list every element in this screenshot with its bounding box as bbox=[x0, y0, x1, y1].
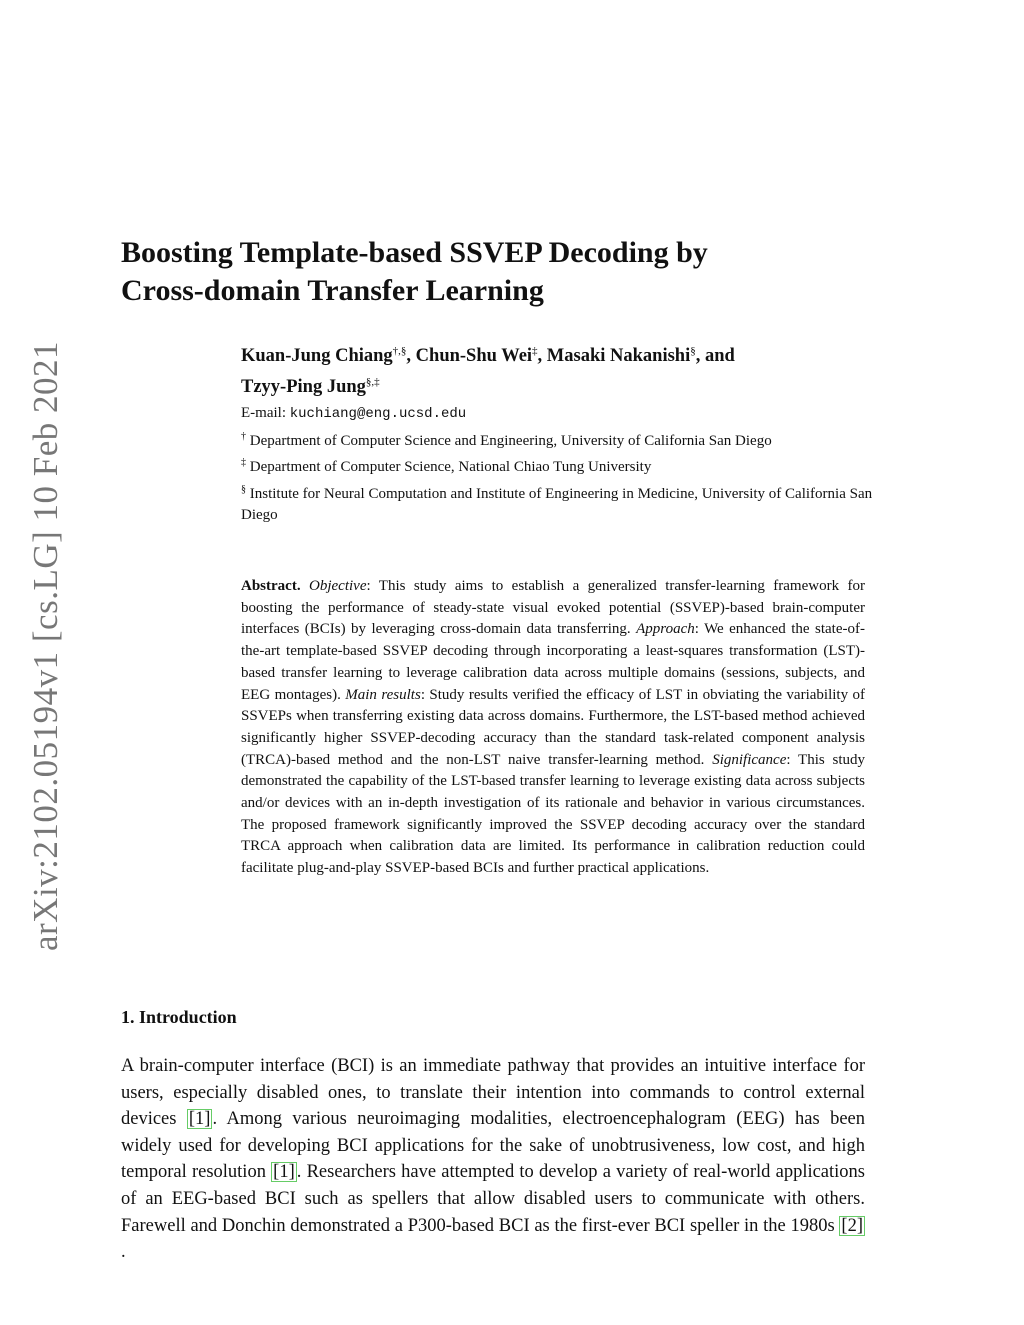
author-name: Tzyy-Ping Jung bbox=[241, 377, 366, 398]
author-name: Chun-Shu Wei bbox=[415, 346, 533, 367]
affiliation-mark: †,§ bbox=[392, 345, 407, 357]
arxiv-sidebar-stamp bbox=[18, 340, 74, 952]
objective-text: : This study aims to establish a generalized transfer-learning framework for boosting the performance of steady-state visual evoked potential (SSVEP)-based brain-computer interfaces (BCIs) by leveraging cross-domain data transferring. bbox=[241, 578, 866, 638]
significance-text: : This study demonstrated the capability of the LST-based transfer learning to leverage existing data across subjects and/or devices with an in-depth investigation of its rationale and behavior in various circumstances. The proposed framework significantly improved the SSVEP decoding accuracy over the standard TRCA approach when calibration data are limited. Its performance in calibration reduction could facilitate plug-and-play SSVEP-based BCIs and further practical applications. bbox=[241, 751, 866, 877]
email-link[interactable]: kuchiang@eng.ucsd.edu bbox=[289, 406, 467, 422]
citation-link[interactable]: [2] bbox=[841, 1215, 863, 1236]
abstract bbox=[241, 576, 865, 880]
section-mark: § bbox=[241, 483, 246, 495]
dagger-mark: † bbox=[241, 430, 246, 442]
approach-text: : We enhanced the state-of-the-art template-based SSVEP decoding through incorporating a least-squares transformation (LST)-based transfer learning to leverage calibration data across multiple domains (sessions, subjects, and EEG montages). bbox=[241, 621, 865, 703]
abstract-label: Abstract. bbox=[241, 578, 301, 594]
intro-text: . bbox=[121, 1242, 126, 1263]
introduction-paragraph bbox=[121, 1053, 865, 1266]
email-line bbox=[241, 403, 881, 426]
author-name: Masaki Nakanishi bbox=[546, 346, 691, 367]
author-line-2 bbox=[241, 369, 881, 400]
objective-label: Objective bbox=[309, 578, 367, 594]
ddagger-mark: ‡ bbox=[241, 457, 246, 468]
intro-text: . Researchers have attempted to develop a variety of real-world applications of an EEG-based BCI such as spellers that allow disabled users to communicate with others. Farewell and Donchin demonstrated a P300-based BCI as the first-ever BCI speller in the 1980s bbox=[121, 1162, 865, 1236]
affiliation-dagger bbox=[241, 426, 881, 453]
email-label: E-mail: bbox=[241, 405, 286, 421]
affiliation-section bbox=[241, 479, 881, 527]
affiliations-block bbox=[241, 403, 881, 527]
author-conjunction: , and bbox=[695, 346, 735, 367]
affiliation-mark: §,‡ bbox=[365, 376, 380, 389]
affiliation-text: Institute for Neural Computation and Institute of Engineering in Medicine, University of California San Diego bbox=[241, 485, 873, 523]
citation-link[interactable]: [1] bbox=[188, 1109, 211, 1130]
affiliation-mark: ‡ bbox=[532, 345, 538, 357]
affiliation-text: Department of Computer Science, National Chiao Tung University bbox=[249, 459, 652, 475]
significance-label: Significance bbox=[712, 751, 787, 768]
author-list bbox=[241, 338, 881, 400]
citation-link[interactable]: [1] bbox=[273, 1162, 295, 1183]
title-line-2: Cross-domain Transfer Learning bbox=[121, 274, 544, 307]
results-text: : Study results verified the efficacy of LST in obviating the variability of SSVEPs when transferring existing data across domains. Furthermore, the LST-based method achieved significantly higher SSVEP-decoding accuracy than the standard task-related component analysis (TRCA)-based method and the non-LST naive transfer-learning method. bbox=[241, 686, 865, 768]
intro-text: A brain-computer interface (BCI) is an immediate pathway that provides an intuitive interface for users, especially disabled ones, to translate their intention into commands to control external devices bbox=[121, 1056, 865, 1130]
paper-title bbox=[121, 234, 881, 310]
approach-label: Approach bbox=[636, 621, 695, 638]
title-line-1: Boosting Template-based SSVEP Decoding by bbox=[121, 236, 708, 269]
affiliation-mark: § bbox=[690, 345, 696, 357]
affiliation-text: Department of Computer Science and Engineering, University of California San Diego bbox=[249, 432, 772, 449]
author-name: Kuan-Jung Chiang bbox=[241, 346, 393, 367]
intro-text: . Among various neuroimaging modalities, electroencephalogram (EEG) has been widely used for developing BCI applications for the sake of unobtrusiveness, low cost, and high temporal resolution bbox=[121, 1109, 865, 1183]
arxiv-identifier: arXiv:2102.05194v1 [cs.LG] 10 Feb 2021 bbox=[26, 340, 66, 952]
results-label: Main results bbox=[345, 686, 421, 703]
affiliation-ddagger bbox=[241, 452, 881, 479]
section-heading-introduction: 1. Introduction bbox=[121, 1007, 237, 1027]
author-line-1: Kuan-Jung Chiang†,§, Chun-Shu Wei‡, Masaki Nakanishi§, and bbox=[241, 345, 735, 367]
